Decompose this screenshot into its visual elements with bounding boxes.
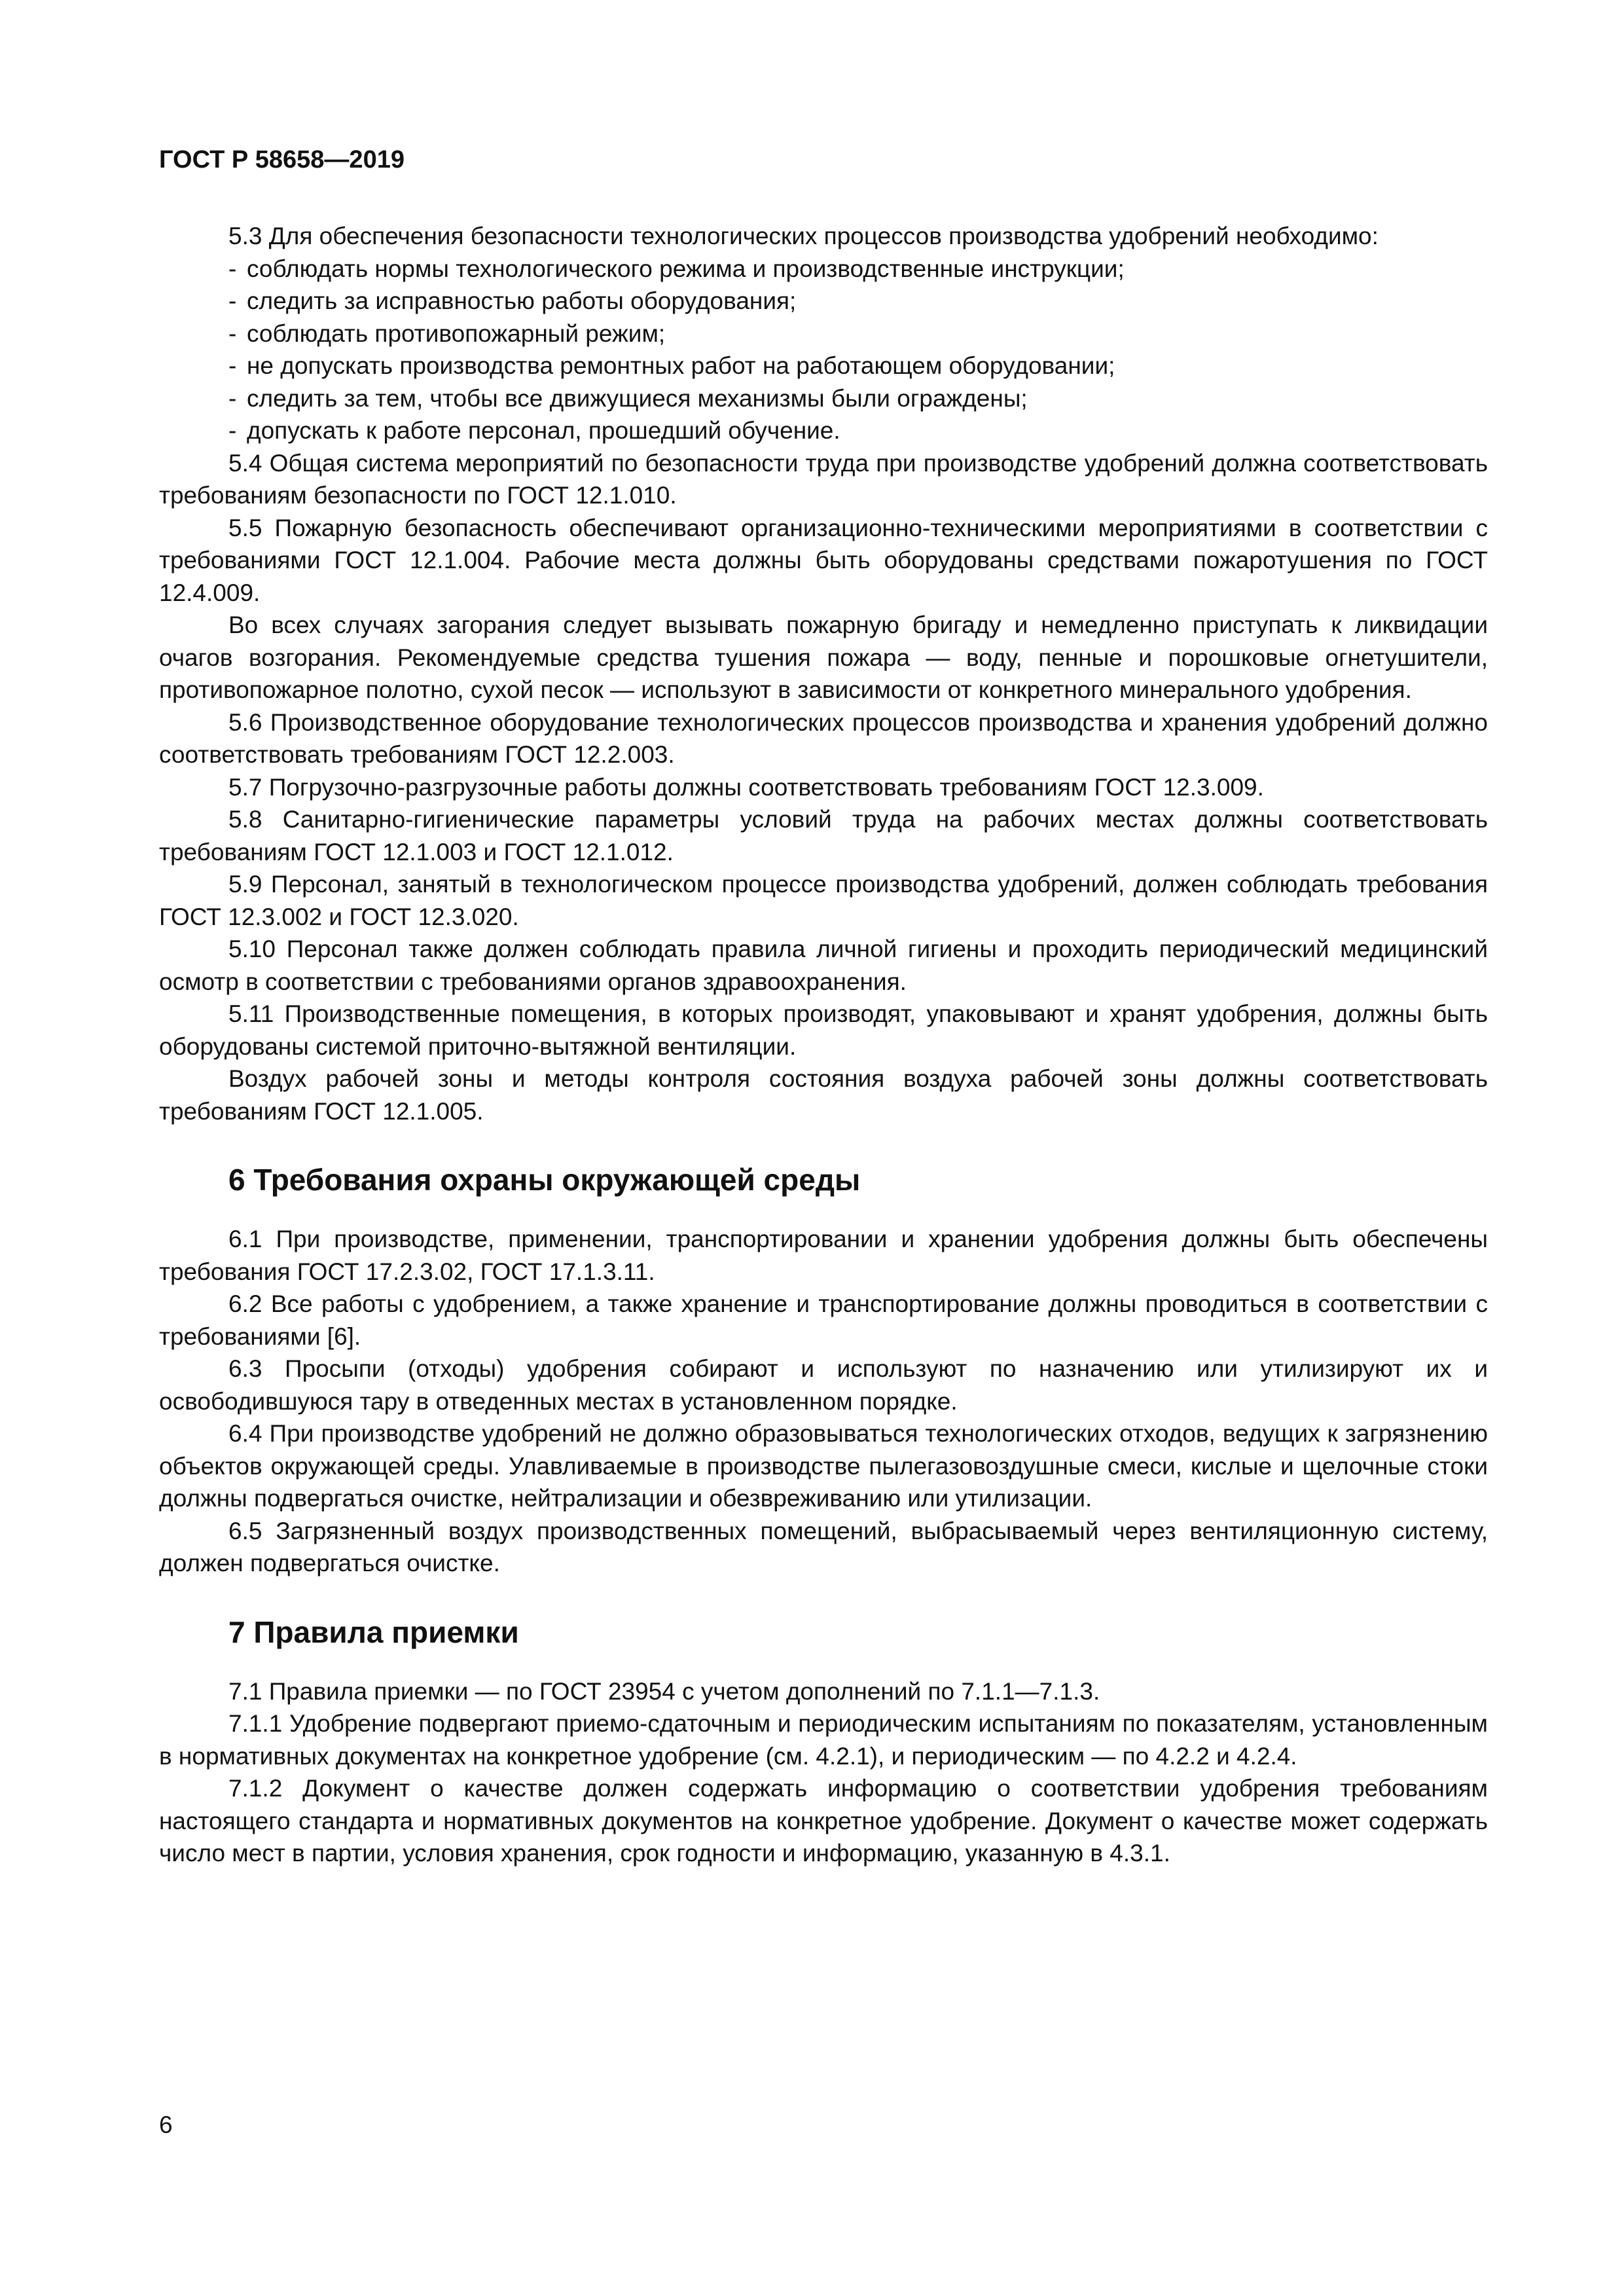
section-7-title: 7 Правила приемки bbox=[228, 1614, 519, 1649]
paragraph-5-10: 5.10 Персонал также должен соблюдать правила личной гигиены и проходить периодический медицинский осмотр в соответствии с требованиями органов здравоохранения. bbox=[159, 936, 1488, 995]
paragraph-5-3: 5.3 Для обеспечения безопасности технологических процессов производства удобрений необходимо: bbox=[228, 223, 1379, 249]
paragraph-6-2: 6.2 Все работы с удобрением, а также хранение и транспортирование должны проводиться в соответствии с требованиями [6]. bbox=[159, 1290, 1488, 1350]
paragraph-5-5: 5.5 Пожарную безопасность обеспечивают организационно-техническими мероприятиями в соответствии с требованиями ГОСТ 12.1.004. Рабочие места должны быть оборудованы средствами пожаротушения по ГОСТ 12.4.009. bbox=[159, 514, 1488, 606]
paragraph-5-11: 5.11 Производственные помещения, в которых производят, упаковывают и хранят удобрения, должны быть оборудованы системой приточно-вытяжной вентиляции. bbox=[159, 1000, 1488, 1060]
paragraph-7-1-2: 7.1.2 Документ о качестве должен содержать информацию о соответствии удобрения требованиям настоящего стандарта и нормативных документов на конкретное удобрение. Документ о качестве может содержать число мест в партии, условия хранения, срок годности и информацию, указанную в 4.3.1. bbox=[159, 1775, 1488, 1867]
paragraph-7-1: 7.1 Правила приемки — по ГОСТ 23954 с учетом дополнений по 7.1.1—7.1.3. bbox=[228, 1677, 1100, 1705]
paragraph-6-4: 6.4 При производстве удобрений не должно образовываться технологических отходов, ведущих к загрязнению объектов окружающей среды. Улавливаемые в производстве пылегазовоздушные смеси, кислые и щелочные стоки должны подвергаться очистке, нейтрализации и обезвреживанию или утилизации. bbox=[159, 1420, 1488, 1512]
paragraph-5-6: 5.6 Производственное оборудование технологических процессов производства и хранения удобрений должно соответствовать требованиям ГОСТ 12.2.003. bbox=[159, 708, 1488, 768]
paragraph-6-1: 6.1 При производстве, применении, транспортировании и хранении удобрения должны быть обеспечены требования ГОСТ 17.2.3.02, ГОСТ 17.1.3.11. bbox=[159, 1226, 1488, 1285]
requirements-list bbox=[159, 253, 1488, 447]
paragraph-5-9: 5.9 Персонал, занятый в технологическом процессе производства удобрений, должен соблюдать требования ГОСТ 12.3.002 и ГОСТ 12.3.020. bbox=[159, 871, 1488, 930]
section-7 bbox=[159, 1614, 1488, 1870]
section-5 bbox=[159, 220, 1488, 1127]
paragraph-5-5-fire: Во всех случаях загорания следует вызывать пожарную бригаду и немедленно приступать к ликвидации очагов возгорания. Рекомендуемые средства тушения пожара — воду, пенные и порошковые огнетушители, противопожарное полотно, сухой песок — используют в зависимости от конкретного минерального удобрения. bbox=[159, 611, 1488, 703]
paragraph-7-1-1: 7.1.1 Удобрение подвергают приемо-сдаточным и периодическим испытаниям по показателям, установленным в нормативных документах на конкретное удобрение (см. 4.2.1), и периодическим — по 4.2.2 и 4.2.4. bbox=[159, 1710, 1488, 1770]
list-item: - соблюдать противопожарный режим; bbox=[228, 319, 666, 347]
paragraph-6-5: 6.5 Загрязненный воздух производственных помещений, выбрасываемый через вентиляционную систему, должен подвергаться очистке. bbox=[159, 1517, 1488, 1576]
paragraph-5-4: 5.4 Общая система мероприятий по безопасности труда при производстве удобрений должна соответствовать требованиям безопасности по ГОСТ 12.1.010. bbox=[159, 449, 1488, 509]
paragraph-5-7: 5.7 Погрузочно-разгрузочные работы должны соответствовать требованиям ГОСТ 12.3.009. bbox=[228, 773, 1264, 801]
section-6 bbox=[159, 1161, 1488, 1580]
list-item: - допускать к работе персонал, прошедший обучение. bbox=[228, 417, 840, 444]
list-item: - соблюдать нормы технологического режима и производственные инструкции; bbox=[228, 255, 1125, 282]
list-item: - не допускать производства ремонтных работ на работающем оборудовании; bbox=[228, 352, 1115, 379]
paragraph-5-8: 5.8 Санитарно-гигиенические параметры условий труда на рабочих местах должны соответствовать требованиям ГОСТ 12.1.003 и ГОСТ 12.1.012. bbox=[159, 806, 1488, 866]
paragraph-6-3: 6.3 Просыпи (отходы) удобрения собирают и используют по назначению или утилизируют их и освободившуюся тару в отведенных местах в установленном порядке. bbox=[159, 1355, 1488, 1415]
list-item: - следить за исправностью работы оборудования; bbox=[228, 287, 797, 314]
section-6-title: 6 Требования охраны окружающей среды bbox=[228, 1163, 861, 1197]
list-item: - следить за тем, чтобы все движущиеся механизмы были ограждены; bbox=[228, 384, 1028, 412]
document-page bbox=[159, 145, 1488, 1870]
document-header: ГОСТ Р 58658—2019 bbox=[159, 146, 405, 173]
page-number: 6 bbox=[159, 2111, 173, 2138]
paragraph-5-11-air: Воздух рабочей зоны и методы контроля состояния воздуха рабочей зоны должны соответствовать требованиям ГОСТ 12.1.005. bbox=[159, 1065, 1488, 1125]
